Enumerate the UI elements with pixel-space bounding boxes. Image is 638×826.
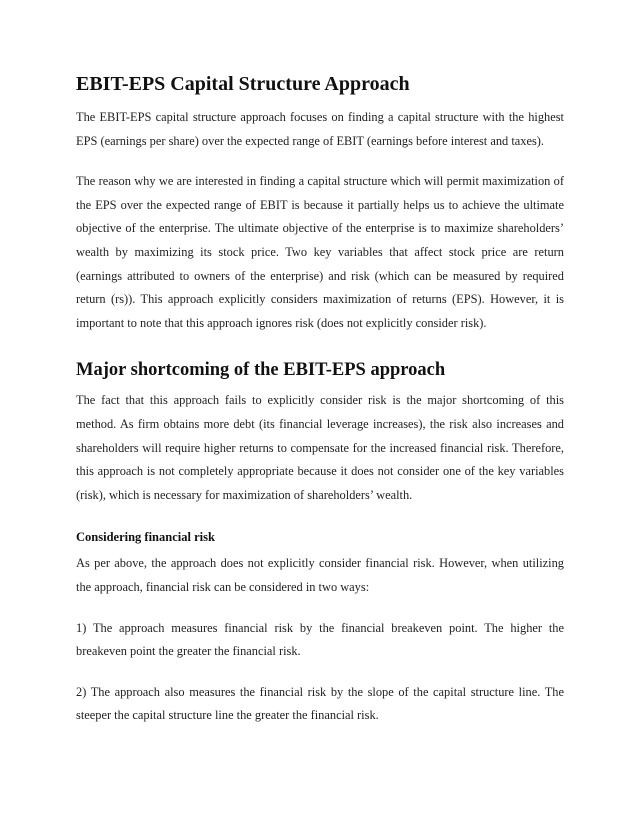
document-title: EBIT-EPS Capital Structure Approach <box>76 73 410 95</box>
document-page <box>76 70 564 728</box>
financial-risk-heading: Considering financial risk <box>76 530 215 545</box>
point-one-paragraph: 1) The approach measures financial risk by the financial breakeven point. The higher the breakeven point the greater the financial risk. <box>76 620 564 659</box>
reason-paragraph: The reason why we are interested in finding a capital structure which will permit maximization of the EPS over the expected range of EBIT is because it partially helps us to achieve the ultimate objective of the enterprise. The ultimate objective of the enterprise is to maximize shareholders’ wealth by maximizing its stock price. Two key variables that affect stock price are return (earnings attributed to owners of the enterprise) and risk (which can be measured by required return (rs)). This approach explicitly considers maximization of returns (EPS). However, it is important to note that this approach ignores risk (does not explicitly consider risk). <box>76 174 564 330</box>
shortcoming-paragraph: The fact that this approach fails to explicitly consider risk is the major shortcoming of this method. As firm obtains more debt (its financial leverage increases), the risk also increases and shareholders will require higher returns to compensate for the increased financial risk. Therefore, this approach is not completely appropriate because it does not consider one of the key variables (risk), which is necessary for maximization of shareholders’ wealth. <box>76 393 564 502</box>
shortcoming-heading: Major shortcoming of the EBIT-EPS approach <box>76 360 446 381</box>
financial-risk-intro: As per above, the approach does not explicitly consider financial risk. However, when utilizing the approach, financial risk can be considered in two ways: <box>76 556 564 594</box>
point-two-paragraph: 2) The approach also measures the financial risk by the slope of the capital structure line. The steeper the capital structure line the greater the financial risk. <box>76 684 564 723</box>
intro-paragraph: The EBIT-EPS capital structure approach focuses on finding a capital structure with the highest EPS (earnings per share) over the expected range of EBIT (earnings before interest and taxes). <box>76 110 564 148</box>
